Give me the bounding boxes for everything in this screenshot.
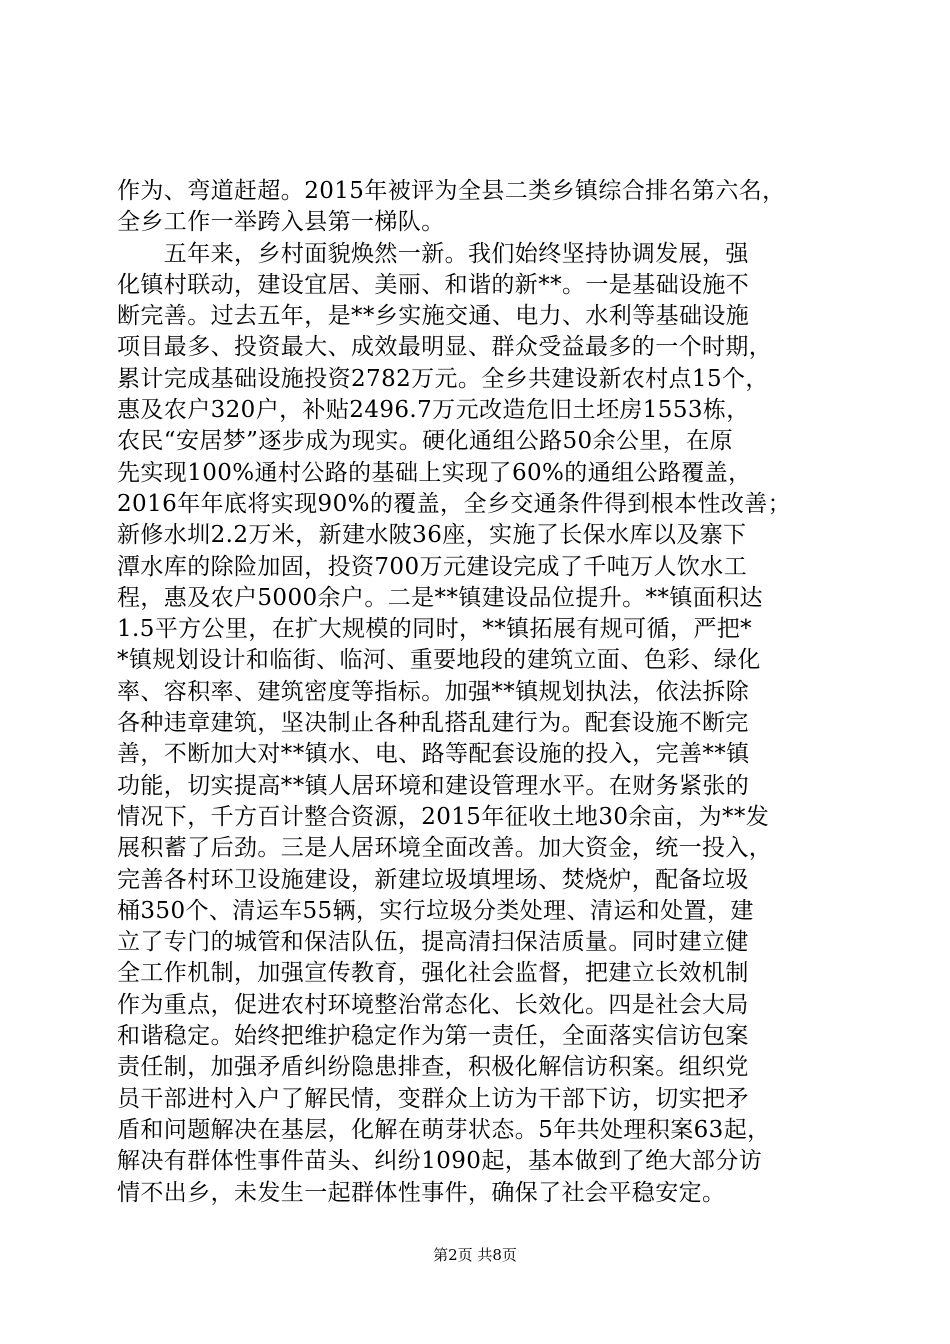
text-line: 员干部进村入户了解民情，变群众上访为干部下访，切实把矛	[117, 1085, 749, 1112]
text-line: 农民“安居梦”逐步成为现实。硬化通组公路50余公里，在原	[117, 428, 733, 455]
text-line: 作为重点，促进农村环境整治常态化、长效化。四是社会大局	[117, 991, 749, 1018]
text-line: 展积蓄了后劲。三是人居环境全面改善。加大资金，统一投入，	[117, 835, 773, 862]
text-line: 立了专门的城管和保洁队伍，提高清扫保洁质量。同时建立健	[117, 929, 749, 956]
text-line: 先实现100%通村公路的基础上实现了60%的通组公路覆盖，	[117, 459, 752, 486]
text-line: 潭水库的除险加固，投资700万元建设完成了千吨万人饮水工	[117, 553, 748, 580]
text-line: 善，不断加大对**镇水、电、路等配套设施的投入，完善**镇	[117, 741, 750, 768]
text-line: *镇规划设计和临街、临河、重要地段的建筑立面、色彩、绿化	[117, 647, 761, 674]
text-line: 功能，切实提高**镇人居环境和建设管理水平。在财务紧张的	[117, 772, 750, 799]
text-line: 惠及农户320户，补贴2496.7万元改造危旧土坯房1553栋，	[117, 397, 750, 424]
text-line: 1.5平方公里，在扩大规模的同时，**镇拓展有规可循，严把*	[117, 616, 753, 643]
text-line: 全乡工作一举跨入县第一梯队。	[117, 209, 445, 236]
text-line: 解决有群体性事件苗头、纠纷1090起，基本做到了绝大部分访	[117, 1148, 763, 1175]
text-line: 程，惠及农户5000余户。二是**镇建设品位提升。**镇面积达	[117, 584, 763, 611]
text-line: 各种违章建筑，坚决制止各种乱搭乱建行为。配套设施不断完	[117, 710, 749, 737]
body-text	[117, 176, 837, 1209]
text-line: 五年来，乡村面貌焕然一新。我们始终坚持协调发展，强	[117, 240, 749, 267]
text-line: 2016年年底将实现90%的覆盖，全乡交通条件得到根本性改善；	[117, 490, 792, 517]
text-line: 和谐稳定。始终把维护稳定作为第一责任，全面落实信访包案	[117, 1023, 749, 1050]
text-line: 新修水圳2.2万米，新建水陂36座，实施了长保水库以及寨下	[117, 522, 747, 549]
text-line: 全工作机制，加强宣传教育，强化社会监督，把建立长效机制	[117, 960, 749, 987]
text-line: 完善各村环卫设施建设，新建垃圾填埋场、焚烧炉，配备垃圾	[117, 866, 749, 893]
text-line: 断完善。过去五年，是**乡实施交通、电力、水利等基础设施	[117, 303, 750, 330]
text-line: 作为、弯道赶超。2015年被评为全县二类乡镇综合排名第六名，	[117, 178, 786, 204]
text-line: 率、容积率、建筑密度等指标。加强**镇规划执法，依法拆除	[117, 678, 750, 705]
page-number-footer: 第2页 共8页	[433, 1246, 517, 1264]
text-line: 盾和问题解决在基层，化解在萌芽状态。5年共处理积案63起，	[117, 1116, 771, 1143]
text-line: 累计完成基础设施投资2782万元。全乡共建设新农村点15个，	[117, 365, 769, 392]
text-line: 责任制，加强矛盾纠纷隐患排查，积极化解信访积案。组织党	[117, 1054, 749, 1081]
text-line: 化镇村联动，建设宜居、美丽、和谐的新**。一是基础设施不	[117, 271, 750, 298]
text-line: 桶350个、清运车55辆，实行垃圾分类处理、清运和处置，建	[117, 897, 754, 924]
text-line: 情况下，千方百计整合资源，2015年征收土地30余亩，为**发	[117, 803, 770, 830]
text-line: 项目最多、投资最大、成效最明显、群众受益最多的一个时期，	[117, 334, 773, 361]
text-line: 情不出乡，未发生一起群体性事件，确保了社会平稳安定。	[117, 1179, 726, 1206]
